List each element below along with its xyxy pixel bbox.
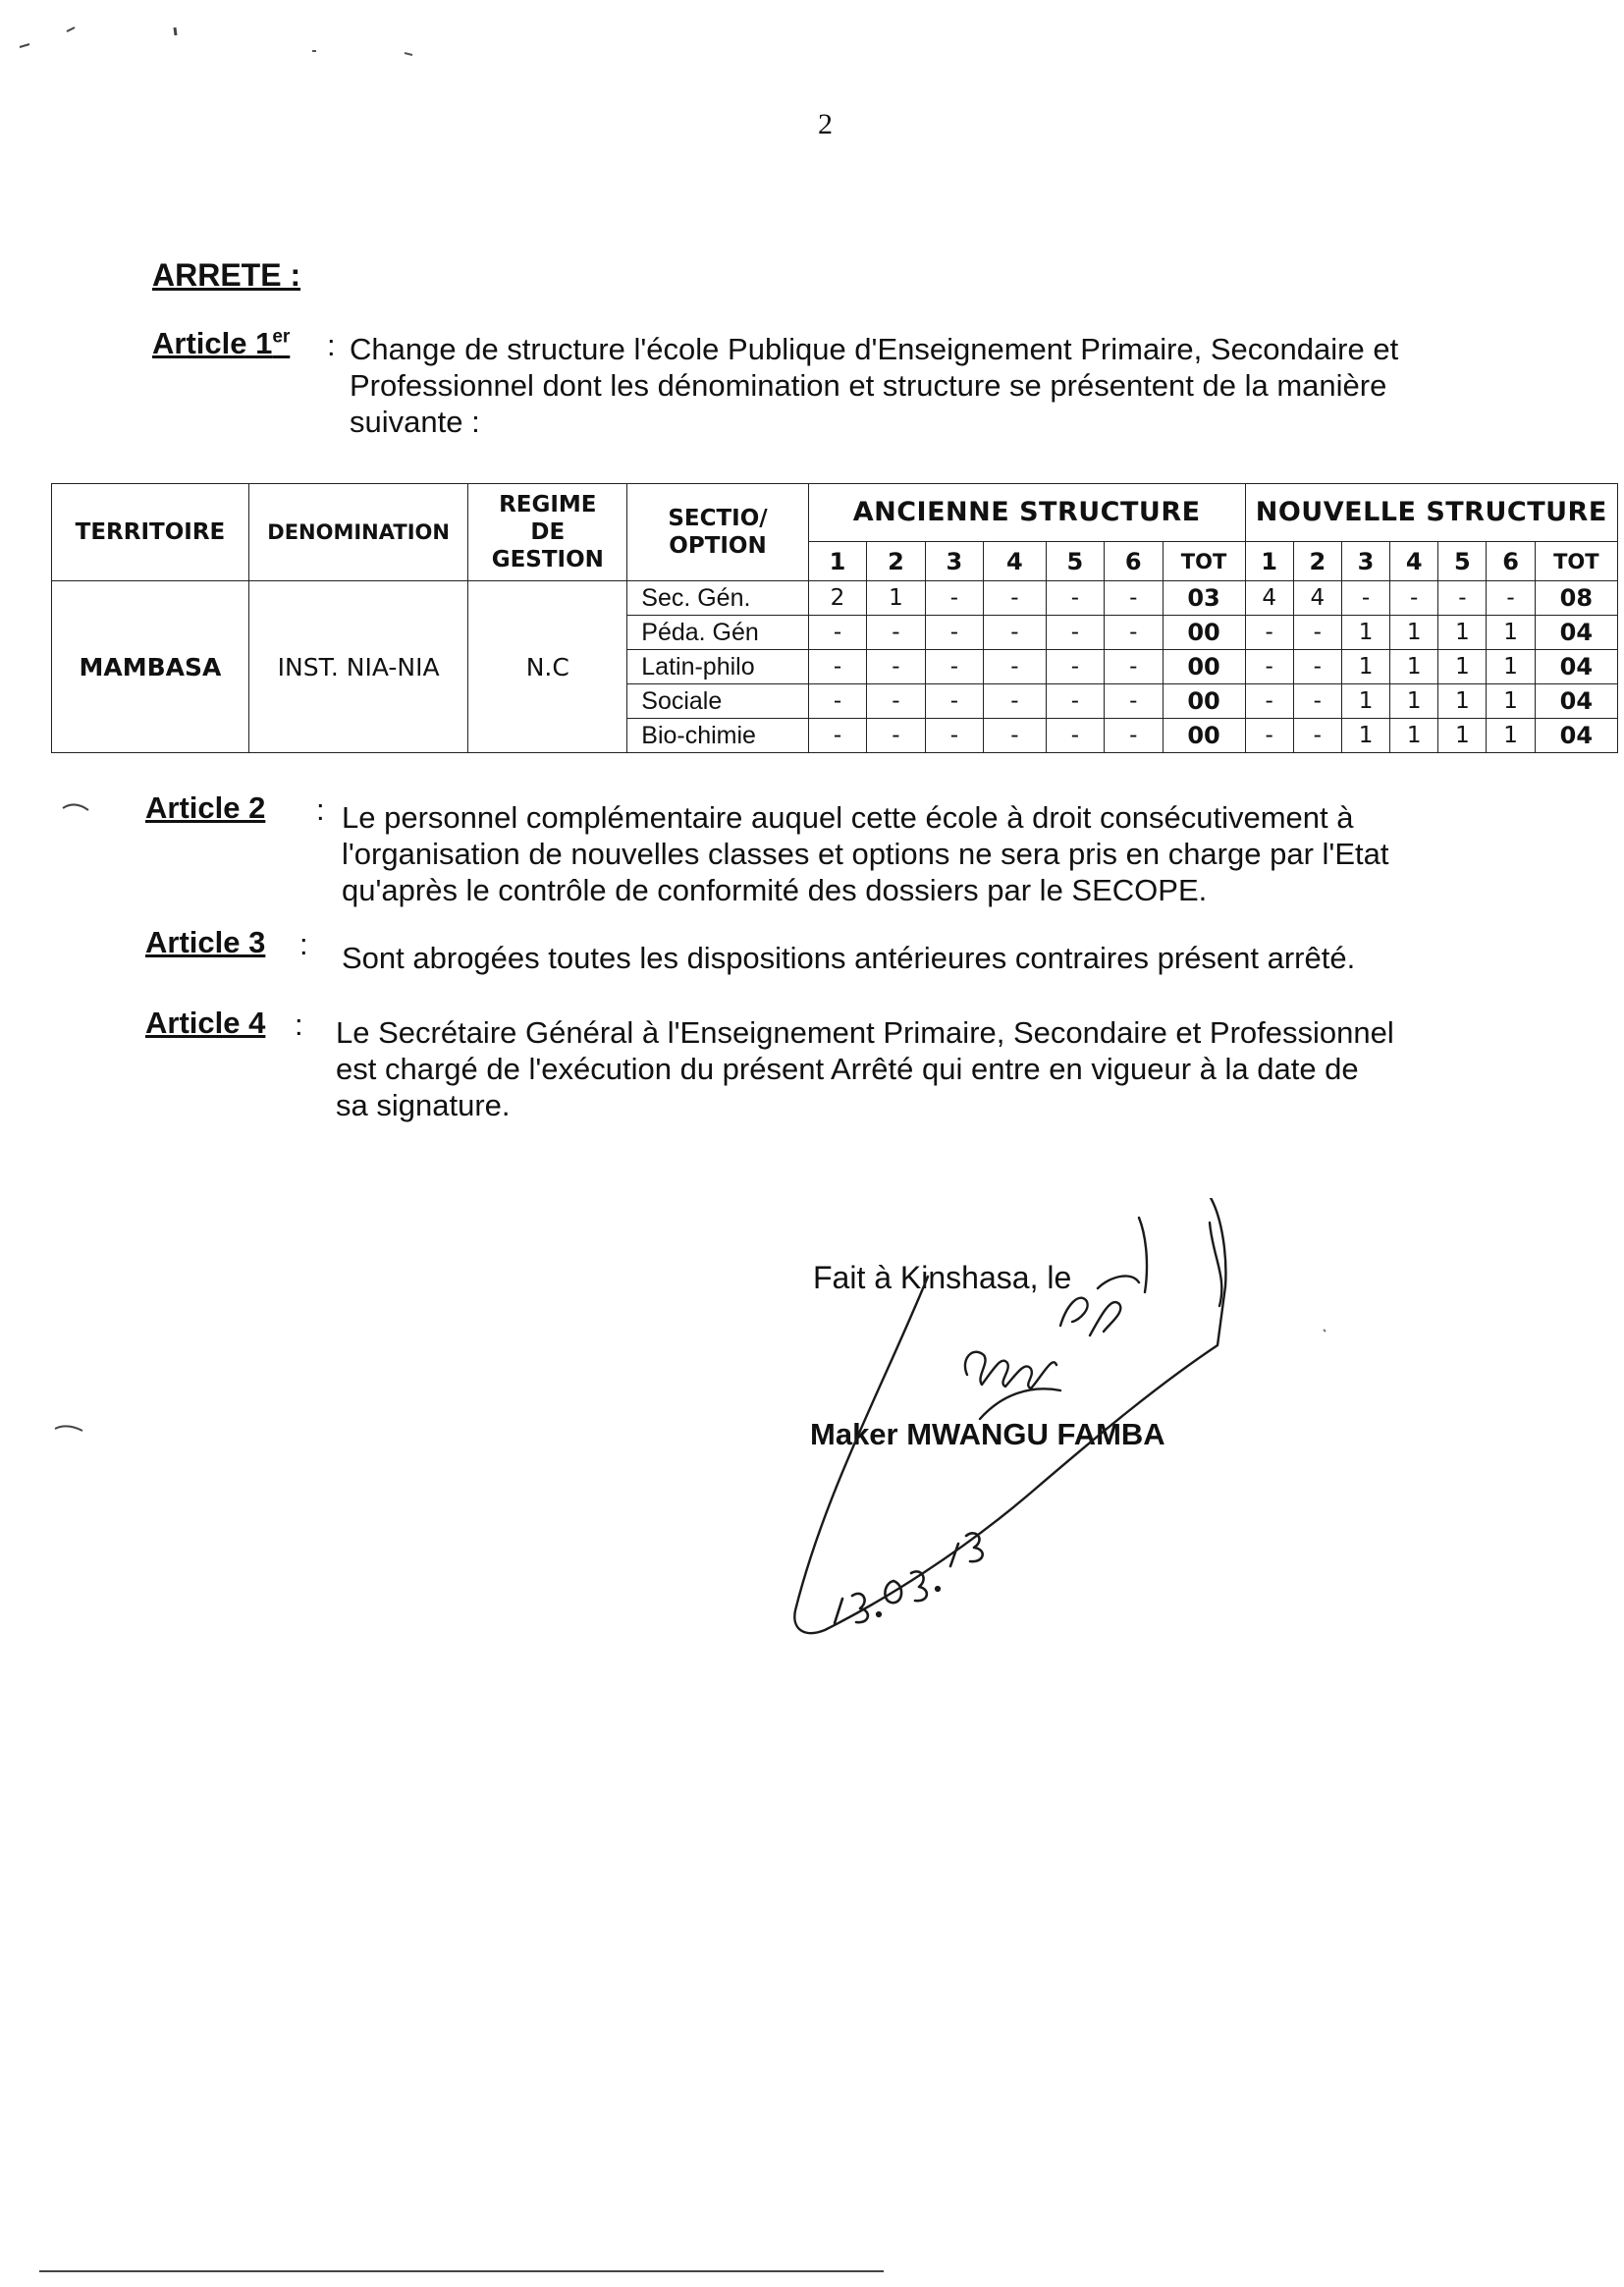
nouvelle-col-header: 6 — [1487, 542, 1535, 581]
ancienne-cell: - — [867, 684, 925, 719]
ancienne-cell: - — [1105, 684, 1163, 719]
nouvelle-col-header: 1 — [1245, 542, 1293, 581]
nouvelle-total-header: TOT — [1535, 542, 1617, 581]
nouvelle-cell: 1 — [1487, 684, 1535, 719]
nouvelle-cell: 1 — [1341, 650, 1389, 684]
regime-cell: N.C — [468, 581, 627, 753]
ancienne-total-cell: 03 — [1163, 581, 1245, 616]
ancienne-cell: - — [1046, 616, 1104, 650]
ancienne-cell: - — [984, 616, 1047, 650]
nouvelle-total-cell: 04 — [1535, 616, 1617, 650]
nouvelle-cell: - — [1438, 581, 1487, 616]
nouvelle-cell: 1 — [1390, 650, 1438, 684]
article-1-text — [350, 331, 1518, 440]
nouvelle-cell: 1 — [1438, 616, 1487, 650]
article-3-label: Article 3 — [145, 925, 266, 959]
ancienne-total-cell: 00 — [1163, 616, 1245, 650]
ancienne-cell: - — [808, 616, 866, 650]
ancienne-cell: - — [1105, 650, 1163, 684]
article-4-line: sa signature. — [336, 1088, 511, 1122]
ancienne-col-header: 6 — [1105, 542, 1163, 581]
nouvelle-total-cell: 04 — [1535, 684, 1617, 719]
nouvelle-cell: - — [1293, 719, 1341, 753]
article-1-line: Professionnel dont les dénomination et structure se présentent de la manière — [350, 368, 1387, 403]
article-2-line: Le personnel complémentaire auquel cette école à droit consécutivement à — [342, 800, 1354, 835]
handwritten-signature — [766, 1198, 1276, 1660]
article-4-colon: : — [295, 1007, 303, 1042]
nouvelle-cell: - — [1293, 616, 1341, 650]
article-2-label: Article 2 — [145, 790, 266, 825]
ancienne-cell: - — [808, 650, 866, 684]
article-2-line: l'organisation de nouvelles classes et options ne sera pris en charge par l'Etat — [342, 837, 1389, 871]
ancienne-cell: - — [925, 616, 983, 650]
table-body — [52, 581, 1618, 753]
ancienne-col-header: 4 — [984, 542, 1047, 581]
nouvelle-col-header: 3 — [1341, 542, 1389, 581]
table-row — [52, 581, 1618, 616]
ancienne-cell: - — [1046, 581, 1104, 616]
ancienne-cell: - — [984, 684, 1047, 719]
nouvelle-cell: - — [1293, 684, 1341, 719]
signatory-name: Maker MWANGU FAMBA — [810, 1417, 1165, 1451]
nouvelle-cell: 4 — [1245, 581, 1293, 616]
ancienne-cell: - — [867, 616, 925, 650]
ancienne-cell: - — [1105, 719, 1163, 753]
ancienne-cell: - — [1046, 650, 1104, 684]
signing-place: Fait à Kinshasa, le — [813, 1260, 1072, 1295]
nouvelle-cell: 4 — [1293, 581, 1341, 616]
article-1-label-superscript: er — [272, 326, 291, 348]
nouvelle-cell: 1 — [1341, 616, 1389, 650]
ancienne-cell: 2 — [808, 581, 866, 616]
nouvelle-cell: 1 — [1341, 719, 1389, 753]
article-4-label: Article 4 — [145, 1006, 266, 1040]
option-cell: Latin-philo — [627, 650, 809, 684]
ancienne-total-header: TOT — [1163, 542, 1245, 581]
territoire-cell: MAMBASA — [52, 581, 249, 753]
ancienne-cell: - — [867, 719, 925, 753]
nouvelle-cell: - — [1245, 650, 1293, 684]
nouvelle-cell: - — [1341, 581, 1389, 616]
ancienne-cell: - — [984, 719, 1047, 753]
option-cell: Péda. Gén — [627, 616, 809, 650]
nouvelle-cell: 1 — [1487, 616, 1535, 650]
nouvelle-cell: - — [1390, 581, 1438, 616]
nouvelle-total-cell: 04 — [1535, 650, 1617, 684]
nouvelle-cell: - — [1245, 616, 1293, 650]
article-1-line: Change de structure l'école Publique d'Enseignement Primaire, Secondaire et — [350, 332, 1399, 366]
nouvelle-cell: 1 — [1341, 684, 1389, 719]
ancienne-total-cell: 00 — [1163, 684, 1245, 719]
article-3-line: Sont abrogées toutes les dispositions antérieures contraires présent arrêté. — [342, 941, 1356, 975]
ancienne-cell: - — [1105, 616, 1163, 650]
article-4-text — [336, 1014, 1514, 1123]
ancienne-col-header: 3 — [925, 542, 983, 581]
nouvelle-cell: 1 — [1487, 650, 1535, 684]
nouvelle-cell: 1 — [1390, 616, 1438, 650]
article-1-label-text: Article 1 — [152, 326, 273, 360]
bottom-rule — [39, 2270, 884, 2272]
header-nouvelle-structure: NOUVELLE STRUCTURE — [1245, 484, 1617, 542]
ancienne-col-header: 2 — [867, 542, 925, 581]
ancienne-cell: - — [867, 650, 925, 684]
nouvelle-col-header: 5 — [1438, 542, 1487, 581]
ancienne-cell: - — [925, 650, 983, 684]
article-2-text — [342, 799, 1516, 908]
ancienne-cell: - — [1046, 684, 1104, 719]
header-regime-line: DE — [530, 519, 566, 545]
ancienne-cell: - — [808, 719, 866, 753]
nouvelle-total-cell: 04 — [1535, 719, 1617, 753]
ancienne-cell: - — [925, 581, 983, 616]
ancienne-total-cell: 00 — [1163, 719, 1245, 753]
header-section-option — [627, 484, 809, 581]
ancienne-col-header: 1 — [808, 542, 866, 581]
ancienne-cell: - — [1105, 581, 1163, 616]
nouvelle-cell: 1 — [1438, 719, 1487, 753]
option-cell: Bio-chimie — [627, 719, 809, 753]
decree-heading: ARRETE : — [152, 257, 301, 293]
ancienne-cell: - — [925, 684, 983, 719]
article-3-colon: : — [299, 927, 308, 961]
ancienne-total-cell: 00 — [1163, 650, 1245, 684]
header-section-line: SECTIO/ — [668, 506, 768, 531]
nouvelle-cell: 1 — [1390, 684, 1438, 719]
nouvelle-col-header: 2 — [1293, 542, 1341, 581]
header-regime-line: REGIME — [499, 492, 597, 517]
article-3-text — [342, 940, 1516, 976]
ancienne-cell: - — [984, 581, 1047, 616]
nouvelle-cell: 1 — [1487, 719, 1535, 753]
header-regime-de-gestion — [468, 484, 627, 581]
ancienne-cell: - — [925, 719, 983, 753]
ancienne-cell: 1 — [867, 581, 925, 616]
header-regime-line: GESTION — [491, 547, 604, 572]
article-4-line: est chargé de l'exécution du présent Arrêté qui entre en vigueur à la date de — [336, 1052, 1359, 1086]
article-1-colon: : — [327, 328, 336, 362]
school-structure-table — [51, 483, 1618, 753]
article-1-label — [152, 326, 290, 361]
header-ancienne-structure: ANCIENNE STRUCTURE — [808, 484, 1245, 542]
header-section-line: OPTION — [669, 533, 767, 559]
ancienne-cell: - — [1046, 719, 1104, 753]
nouvelle-cell: - — [1293, 650, 1341, 684]
page-number: 2 — [818, 108, 833, 140]
ancienne-col-header: 5 — [1046, 542, 1104, 581]
article-2-line: qu'après le contrôle de conformité des dossiers par le SECOPE. — [342, 873, 1208, 907]
header-territoire: TERRITOIRE — [52, 484, 249, 581]
nouvelle-cell: 1 — [1438, 650, 1487, 684]
nouvelle-cell: 1 — [1390, 719, 1438, 753]
ancienne-cell: - — [984, 650, 1047, 684]
ancienne-cell: - — [808, 684, 866, 719]
denomination-cell: INST. NIA-NIA — [248, 581, 467, 753]
header-denomination: DENOMINATION — [248, 484, 467, 581]
nouvelle-col-header: 4 — [1390, 542, 1438, 581]
nouvelle-total-cell: 08 — [1535, 581, 1617, 616]
article-4-line: Le Secrétaire Général à l'Enseignement Primaire, Secondaire et Professionnel — [336, 1015, 1394, 1050]
nouvelle-cell: - — [1245, 719, 1293, 753]
article-1-line: suivante : — [350, 405, 480, 439]
article-2-colon: : — [316, 792, 325, 827]
nouvelle-cell: - — [1487, 581, 1535, 616]
nouvelle-cell: - — [1245, 684, 1293, 719]
option-cell: Sociale — [627, 684, 809, 719]
option-cell: Sec. Gén. — [627, 581, 809, 616]
nouvelle-cell: 1 — [1438, 684, 1487, 719]
